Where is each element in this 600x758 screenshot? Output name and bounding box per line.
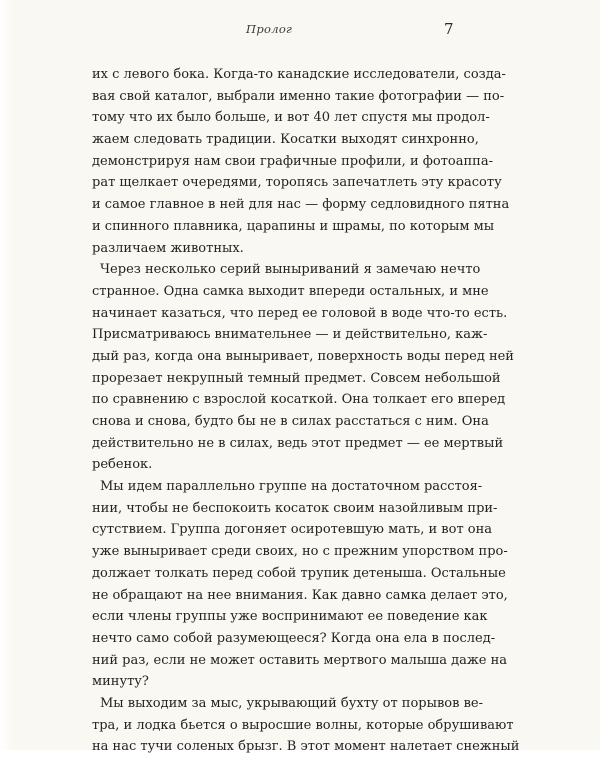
text-line: различаем животных. <box>92 240 244 256</box>
text-line: нии, чтобы не беспокоить косаток своим назойливым при- <box>92 500 498 516</box>
text-line: тра, и лодка бьется о выросшие волны, которые обрушивают <box>92 717 514 733</box>
paragraph <box>92 476 508 693</box>
paragraph <box>92 259 514 476</box>
text-line: Мы выходим за мыс, укрывающий бухту от порывов ве- <box>100 695 483 711</box>
text-line: рат щелкает очередями, торопясь запечатлеть эту красоту <box>92 175 502 191</box>
text-line: демонстрируя нам свои графичные профили, и фотоаппа- <box>92 153 493 169</box>
text-line: ребенок. <box>92 457 153 473</box>
text-line: снова и снова, будто бы не в силах расстаться с ним. Она <box>92 414 489 429</box>
text-line: ний раз, если не может оставить мертвого малыша даже на <box>92 652 508 668</box>
text-line: действительно не в силах, ведь этот предмет — ее мертвый <box>92 435 504 451</box>
text-line: Мы идем параллельно группе на достаточном расстоя- <box>100 479 483 495</box>
text-line: их с левого бока. Когда-то канадские исследователи, созда- <box>92 67 506 82</box>
paragraph <box>92 693 520 758</box>
page-number: 7 <box>444 20 454 38</box>
text-line: не обращают на нее внимания. Как давно самка делает это, <box>92 587 508 603</box>
text-line: нечто само собой разумеющееся? Когда она ела в послед- <box>92 630 496 646</box>
text-line: странное. Одна самка выходит впереди остальных, и мне <box>92 283 489 299</box>
body-text <box>92 64 520 758</box>
running-head <box>0 20 600 42</box>
text-line: должает толкать перед собой трупик детеныша. Остальные <box>92 565 506 581</box>
text-line: дый раз, когда она выныривает, поверхность воды перед ней <box>92 348 514 364</box>
text-line: и спинного плавника, царапины и шрамы, по которым мы <box>92 218 495 234</box>
text-line: жаем следовать традиции. Косатки выходят синхронно, <box>92 132 479 148</box>
text-line: вая свой каталог, выбрали именно такие фотографии — по- <box>92 88 505 104</box>
paragraph <box>92 64 510 259</box>
text-line: минуту? <box>92 674 149 690</box>
chapter-title: Пролог <box>246 22 293 36</box>
text-line: по сравнению с взрослой косаткой. Она толкает его вперед <box>92 392 506 408</box>
page-edge <box>0 0 14 750</box>
text-line: сутствием. Группа догоняет осиротевшую мать, и вот она <box>92 522 493 538</box>
text-line: на нас тучи соленых брызг. В этот момент налетает снежный <box>92 739 520 755</box>
text-line: если члены группы уже воспринимают ее поведение как <box>92 609 488 625</box>
text-line: уже выныривает среди своих, но с прежним упорством про- <box>92 544 508 560</box>
text-line: Присматриваюсь внимательнее — и действительно, каж- <box>92 327 488 343</box>
text-line: прорезает некрупный темный предмет. Совсем небольшой <box>92 370 501 386</box>
text-line: начинает казаться, что перед ее головой в воде что-то есть. <box>92 305 508 321</box>
text-line: тому что их было больше, и вот 40 лет спустя мы продол- <box>92 110 490 126</box>
text-line: и самое главное в ней для нас — форму седловидного пятна <box>92 197 510 213</box>
text-line: Через несколько серий выныриваний я замечаю нечто <box>100 262 481 278</box>
